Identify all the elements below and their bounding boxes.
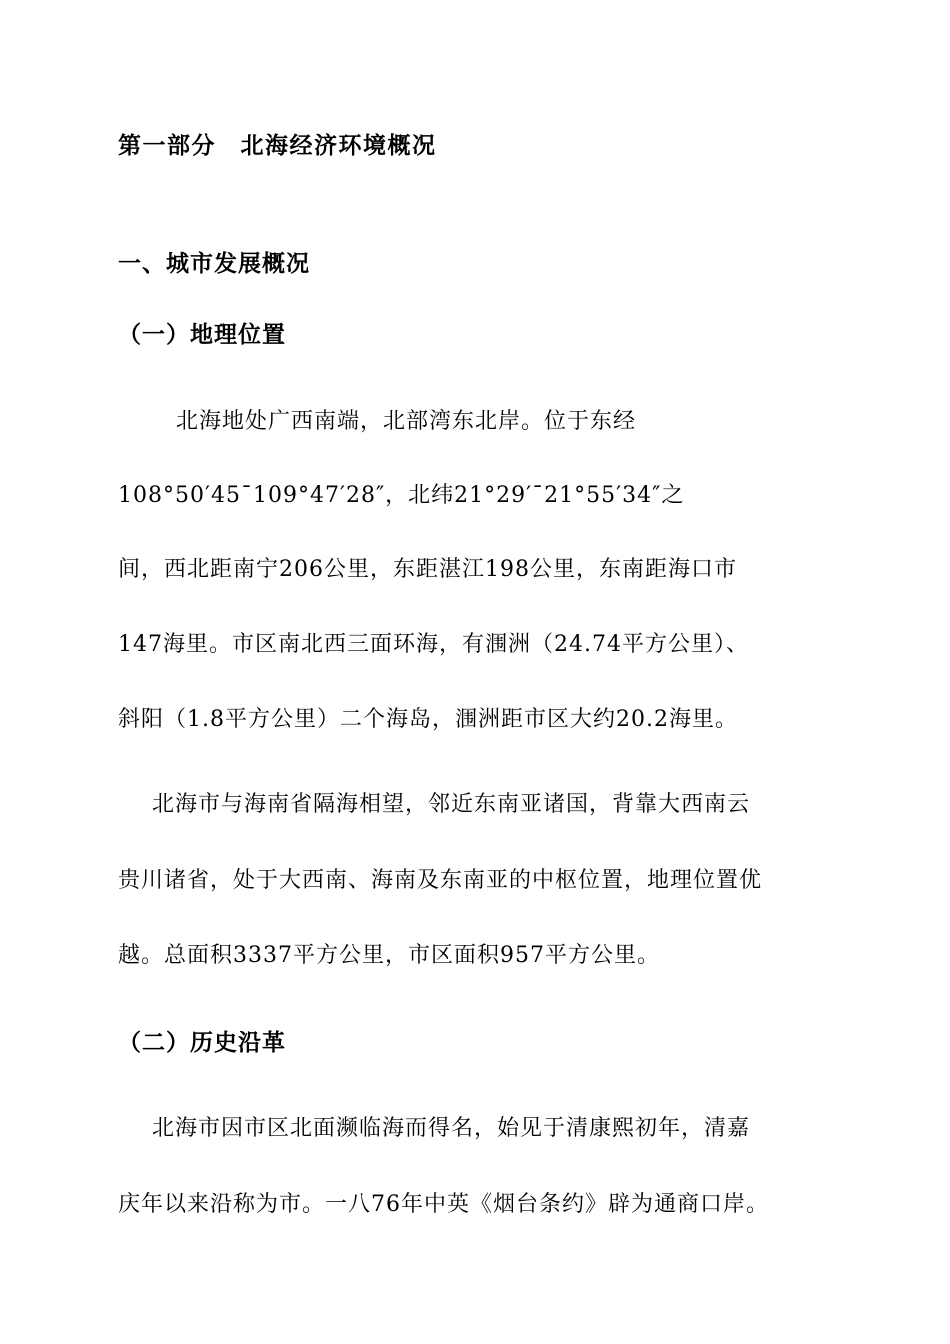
subsection-heading-geography: （一）地理位置 <box>118 321 286 348</box>
paragraph-line: 贵川诸省，处于大西南、海南及东南亚的中枢位置，地理位置优 <box>118 868 763 893</box>
paragraph-line: 147海里。市区南北西三面环海，有涠洲（24.74平方公里）、 <box>118 632 749 657</box>
section-heading: 一、城市发展概况 <box>118 250 310 277</box>
paragraph-line: 间，西北距南宁206公里，东距湛江198公里，东南距海口市 <box>118 557 737 582</box>
paragraph-line: 北海市与海南省隔海相望，邻近东南亚诸国，背靠大西南云 <box>152 792 751 817</box>
paragraph-line: 庆年以来沿称为市。一八76年中英《烟台条约》辟为通商口岸。 <box>118 1192 769 1217</box>
paragraph-line: 北海地处广西南端，北部湾东北岸。位于东经 <box>176 409 637 434</box>
subsection-heading-history: （二）历史沿革 <box>118 1029 286 1056</box>
part-title: 第一部分 北海经济环境概况 <box>118 132 437 159</box>
paragraph-line: 越。总面积3337平方公里，市区面积957平方公里。 <box>118 943 660 968</box>
paragraph-line: 北海市因市区北面濒临海而得名，始见于清康熙初年，清嘉 <box>152 1116 751 1141</box>
paragraph-line: 斜阳（1.8平方公里）二个海岛，涠洲距市区大约20.2海里。 <box>118 707 738 732</box>
paragraph-line: 108°50′45¯109°47′28″，北纬21°29′¯21°55′34″之 <box>118 483 685 508</box>
